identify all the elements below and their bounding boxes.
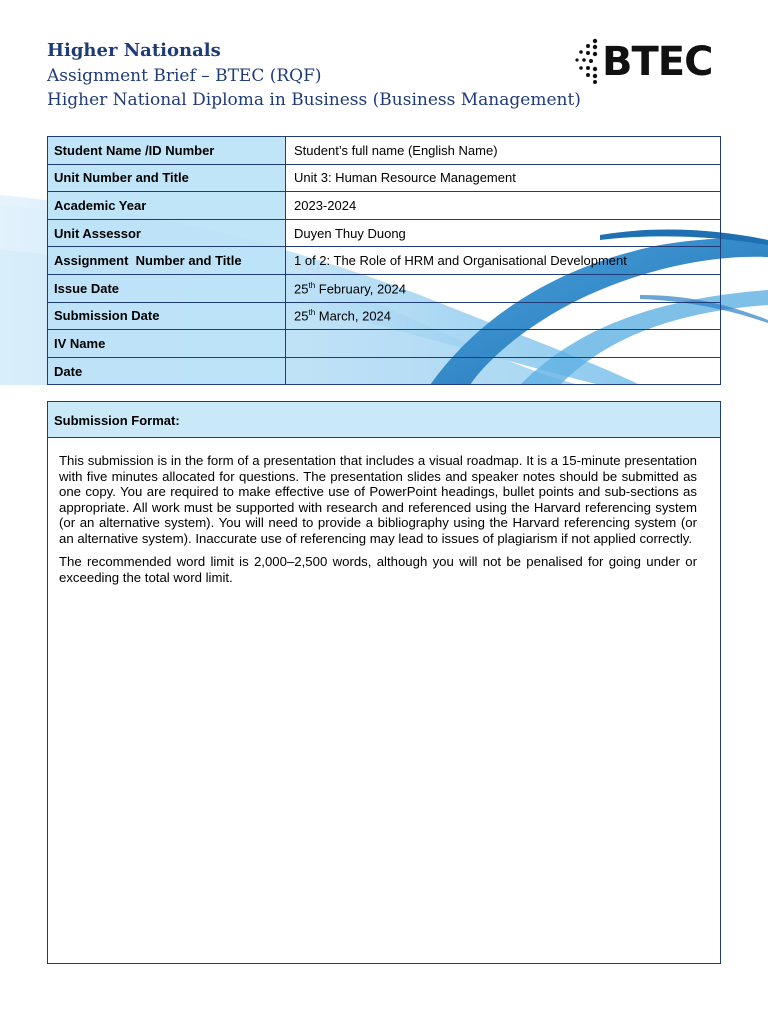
- table-row: [48, 357, 721, 385]
- submission-paragraph-2: The recommended word limit is 2,000–2,500 words, although you will not be penalised for going under or exceeding the total word limit.: [59, 554, 697, 585]
- submission-paragraph-1: This submission is in the form of a presentation that includes a visual roadmap. It is a 15-minute presentation with five minutes allocated for questions. The presentation slides and speaker notes should be submitted as one copy. You are required to make effective use of PowerPoint headings, bullet points and sub-sections as appropriate. All work must be supported with research and referenced using the Harvard referencing system (or an alternative system). You will need to provide a bibliography using the Harvard referencing system (or an alternative system). Inaccurate use of referencing may lead to issues of plagiarism if not applied correctly.: [59, 453, 697, 546]
- submission-date-day: 25: [294, 308, 309, 324]
- row-label-issue-date: Issue Date: [48, 274, 286, 302]
- row-value-academic-year: 2023-2024: [286, 192, 721, 220]
- row-value-date: [286, 357, 721, 385]
- issue-date-ordinal: th: [308, 280, 316, 290]
- submission-format-box: [47, 401, 721, 964]
- row-value-unit-assessor: Duyen Thuy Duong: [286, 219, 721, 247]
- header-title: Higher Nationals: [47, 40, 221, 61]
- row-value-student-name: Student’s full name (English Name): [286, 137, 721, 165]
- table-row: [48, 330, 721, 358]
- row-label-submission-date: Submission Date: [48, 302, 286, 330]
- table-row: [48, 274, 721, 302]
- document-header: [47, 38, 581, 112]
- issue-date-day: 25: [294, 280, 309, 296]
- btec-logo: [574, 38, 722, 84]
- row-value-assignment: 1 of 2: The Role of HRM and Organisational Development: [286, 247, 721, 275]
- row-value-iv-name: [286, 330, 721, 358]
- table-row: [48, 302, 721, 330]
- submission-date-rest: March, 2024: [315, 308, 392, 324]
- row-label-academic-year: Academic Year: [48, 192, 286, 220]
- table-row: [48, 164, 721, 192]
- assignment-info-table: [47, 136, 721, 385]
- row-value-submission-date: [286, 302, 721, 330]
- header-subtitle-diploma: Higher National Diploma in Business (Business Management): [47, 90, 581, 110]
- table-row: [48, 219, 721, 247]
- row-label-unit: Unit Number and Title: [48, 164, 286, 192]
- header-subtitle-brief: Assignment Brief – BTEC (RQF): [47, 66, 322, 86]
- table-row: [48, 137, 721, 165]
- row-label-iv-name: IV Name: [48, 330, 286, 358]
- row-label-student-name: Student Name /ID Number: [48, 137, 286, 165]
- row-label-date: Date: [48, 357, 286, 385]
- row-label-unit-assessor: Unit Assessor: [48, 219, 286, 247]
- submission-format-body: [48, 438, 720, 585]
- row-value-unit: Unit 3: Human Resource Management: [286, 164, 721, 192]
- logo-wordmark: BTEC: [602, 39, 713, 85]
- row-value-issue-date: [286, 274, 721, 302]
- submission-date-ordinal: th: [308, 308, 316, 318]
- table-row: [48, 192, 721, 220]
- submission-format-heading: Submission Format:: [48, 402, 720, 438]
- table-row: [48, 247, 721, 275]
- issue-date-rest: February, 2024: [315, 280, 406, 296]
- row-label-assignment: Assignment Number and Title: [48, 247, 286, 275]
